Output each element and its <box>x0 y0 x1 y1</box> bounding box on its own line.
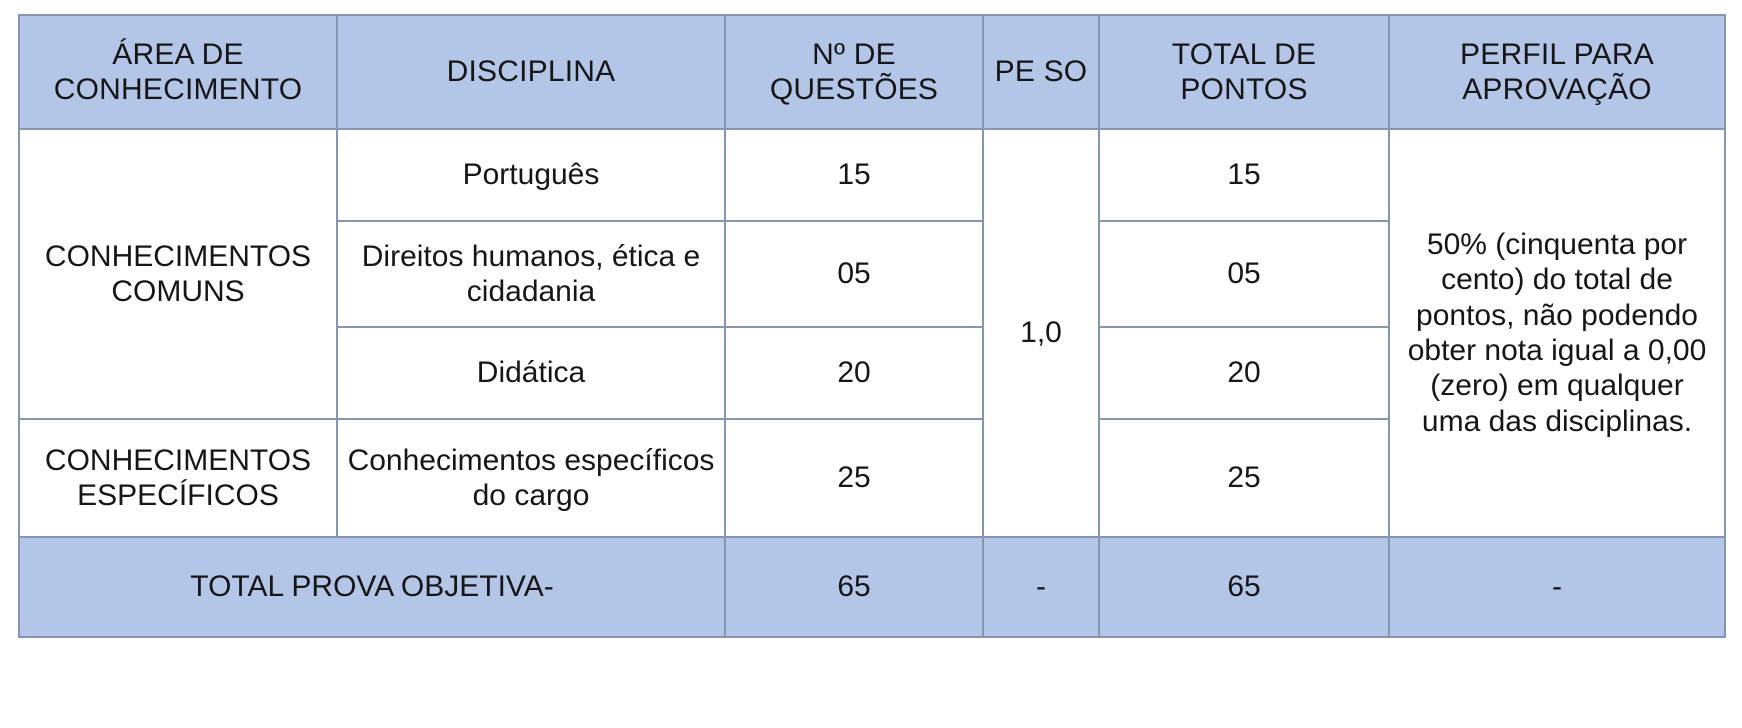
questoes-portugues: 15 <box>725 129 983 221</box>
disciplina-conhecimentos-especificos: Conhecimentos específicos do cargo <box>337 419 725 537</box>
total-peso: - <box>983 537 1099 637</box>
area-conhecimentos-especificos: CONHECIMENTOS ESPECÍFICOS <box>19 419 337 537</box>
header-perfil-aprovacao: PERFIL PARA APROVAÇÃO <box>1389 15 1725 129</box>
exam-breakdown-table <box>18 14 1726 638</box>
table-header-row <box>19 15 1725 129</box>
header-disciplina: DISCIPLINA <box>337 15 725 129</box>
table-row <box>19 129 1725 221</box>
pontos-conhecimentos-especificos: 25 <box>1099 419 1389 537</box>
questoes-didatica: 20 <box>725 327 983 419</box>
total-pontos: 65 <box>1099 537 1389 637</box>
peso-valor: 1,0 <box>983 129 1099 537</box>
total-perfil: - <box>1389 537 1725 637</box>
pontos-didatica: 20 <box>1099 327 1389 419</box>
pontos-portugues: 15 <box>1099 129 1389 221</box>
header-numero-questoes: Nº DE QUESTÕES <box>725 15 983 129</box>
header-peso: PE SO <box>983 15 1099 129</box>
questoes-conhecimentos-especificos: 25 <box>725 419 983 537</box>
header-total-pontos: TOTAL DE PONTOS <box>1099 15 1389 129</box>
pontos-direitos-humanos: 05 <box>1099 221 1389 327</box>
total-label: TOTAL PROVA OBJETIVA- <box>19 537 725 637</box>
disciplina-portugues: Português <box>337 129 725 221</box>
perfil-aprovacao-texto: 50% (cinquenta por cento) do total de pontos, não podendo obter nota igual a 0,00 (zero) em qualquer uma das disciplinas. <box>1389 129 1725 537</box>
header-area-conhecimento: ÁREA DE CONHECIMENTO <box>19 15 337 129</box>
disciplina-didatica: Didática <box>337 327 725 419</box>
table-total-row <box>19 537 1725 637</box>
disciplina-direitos-humanos: Direitos humanos, ética e cidadania <box>337 221 725 327</box>
total-questoes: 65 <box>725 537 983 637</box>
area-conhecimentos-comuns: CONHECIMENTOS COMUNS <box>19 129 337 419</box>
questoes-direitos-humanos: 05 <box>725 221 983 327</box>
